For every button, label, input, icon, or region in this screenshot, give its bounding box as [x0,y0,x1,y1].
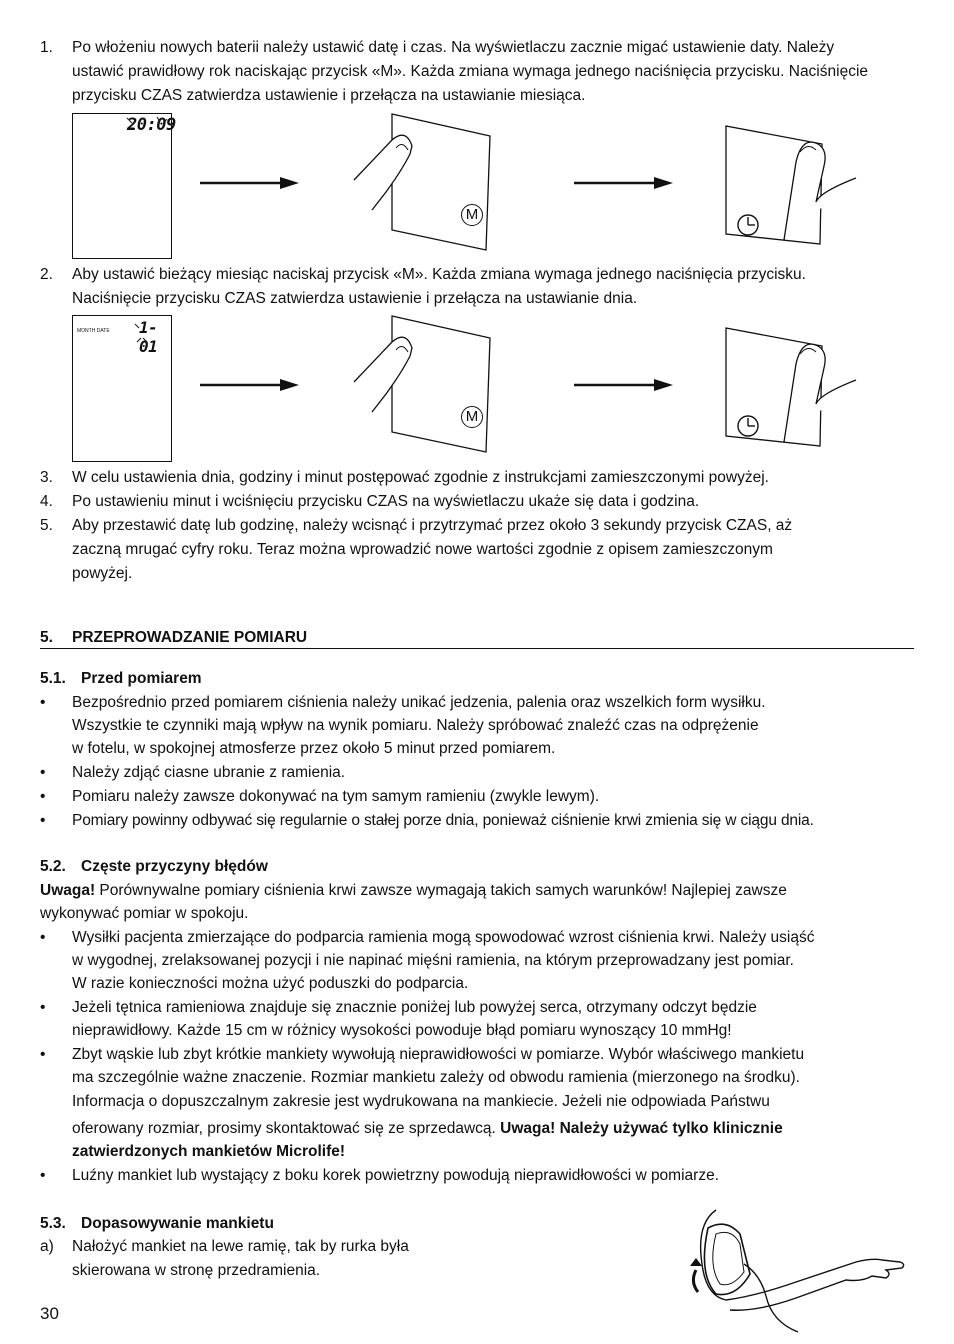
bullet-text-line: Luźny mankiet lub wystający z boku korek powietrzny powodują nieprawidłowości w pomiarze. [72,1167,719,1184]
arrow-right-icon [200,378,300,392]
bullet-icon: • [40,1046,46,1063]
step-3-number: 3. [40,469,53,486]
step-5-text-line: powyżej. [72,565,133,582]
arrow-right-icon [574,378,674,392]
display-month-date-label: MONTH DATE [77,328,110,334]
item-label: a) [40,1238,54,1255]
subsection-number: 5.1. [40,670,66,687]
section-title: PRZEPROWADZANIE POMIARU [72,629,308,646]
step-3-text-line: W celu ustawienia dnia, godziny i minut postępować zgodnie z instrukcjami zamieszczonymi powyżej. [72,469,769,486]
step-1-text-line: przycisku CZAS zatwierdza ustawienie i przełącza na ustawianie miesiąca. [72,87,586,104]
bullet-text-line: Informacja o dopuszczalnym zakresie jest wydrukowana na mankiecie. Jeżeli nie odpowiada Państwu [72,1093,770,1110]
bullet-bold-text-line: zatwierdzonych mankietów Microlife! [72,1143,346,1160]
display-screen [72,315,172,462]
step-4-number: 4. [40,493,53,510]
item-text-line: Nałożyć mankiet na lewe ramię, tak by rurka była [72,1238,409,1255]
bullet-text-line: Pomiary powinny odbywać się regularnie o stałej porze dnia, ponieważ ciśnienie krwi zmienia się w ciągu dnia. [72,812,814,829]
warning-label: Uwaga! [40,882,96,899]
section-divider [40,648,914,649]
step-1-text-line: ustawić prawidłowy rok naciskając przycisk «M». Każda zmiana wymaga jednego naciśnięcia przycisku. Naciśnięcie [72,63,869,80]
bullet-text-line: ma szczególnie ważne znaczenie. Rozmiar mankietu zależy od obwodu ramienia (mierzonego na środku). [72,1069,800,1086]
step-4-text-line: Po ustawieniu minut i wciśnięciu przycisku CZAS na wyświetlaczu ukaże się data i godzina. [72,493,700,510]
m-button-label: M [465,206,479,223]
bullet-text-line: Pomiaru należy zawsze dokonywać na tym samym ramieniu (zwykle lewym). [72,788,600,805]
arrow-right-icon [574,176,674,190]
subsection-title: Częste przyczyny błędów [81,858,268,875]
warning-text-line: wykonywać pomiar w spokoju. [40,905,249,922]
bullet-icon: • [40,812,46,829]
warning-line [40,879,787,903]
bullet-text-line: Jeżeli tętnica ramieniowa znajduje się znacznie poniżej lub powyżej serca, otrzymany odczyt będzie [72,999,757,1016]
section-number: 5. [40,629,53,646]
bullet-text-line: Wysiłki pacjenta zmierzające do podparcia ramienia mogą spowodować wzrost ciśnienia krwi. Należy usiąść [72,929,815,946]
bullet-text-line: Należy zdjąć ciasne ubranie z ramienia. [72,764,346,781]
bullet-text-line: Bezpośrednio przed pomiarem ciśnienia należy unikać jedzenia, palenia oraz wszelkich form wysiłku. [72,694,766,711]
subsection-title: Dopasowywanie mankietu [81,1215,274,1232]
step-5-text-line: zaczną mrugać cyfry roku. Teraz można wprowadzić nowe wartości zgodnie z opisem zamieszczonym [72,541,773,558]
bullet-text-line: w wygodnej, zrelaksowanej pozycji i nie napinać mięśni ramienia, na którym przeprowadzany jest pomiar. [72,952,794,969]
bullet-icon: • [40,694,46,711]
display-value: 20:09 [127,115,176,135]
finger-press-icon [352,110,492,252]
subsection-title: Przed pomiarem [81,670,202,687]
display-screen [72,113,176,259]
step-5-number: 5. [40,517,53,534]
bullet-icon: • [40,788,46,805]
arrow-right-icon [200,176,300,190]
bullet-text-line: Zbyt wąskie lub zbyt krótkie mankiety wywołują nieprawidłowości w pomiarze. Wybór właściwego mankietu [72,1046,805,1063]
bullet-bold-text: Uwaga! Należy używać tylko klinicznie [500,1120,783,1137]
arm-cuff-icon [686,1204,910,1336]
item-text-line: skierowana w stronę przedramienia. [72,1262,321,1279]
bullet-text-line: nieprawidłowy. Każde 15 cm w różnicy wysokości powoduje błąd pomiaru wynoszący 10 mmHg! [72,1022,732,1039]
m-button-label: M [465,408,479,425]
page-number: 30 [40,1304,59,1323]
bullet-icon: • [40,929,46,946]
clock-button-icon[interactable] [736,213,760,237]
bullet-icon: • [40,1167,46,1184]
display-value: 1-01 [139,318,158,356]
warning-text: Porównywalne pomiary ciśnienia krwi zawsze wymagają takich samych warunków! Najlepiej zawsze [95,882,787,899]
subsection-number: 5.2. [40,858,66,875]
bullet-text-line [72,1117,783,1141]
step-2-text-line: Aby ustawić bieżący miesiąc naciskaj przycisk «M». Każda zmiana wymaga jednego naciśnięcia przycisku. [72,266,806,283]
bullet-text-line: W razie konieczności można użyć poduszki do podparcia. [72,975,469,992]
bullet-text: oferowany rozmiar, prosimy skontaktować się ze sprzedawcą. [72,1120,501,1137]
step-2-text-line: Naciśnięcie przycisku CZAS zatwierdza ustawienie i przełącza na ustawianie dnia. [72,290,638,307]
bullet-icon: • [40,999,46,1016]
step-1-number: 1. [40,39,53,56]
subsection-number: 5.3. [40,1215,66,1232]
bullet-text-line: Wszystkie te czynniki mają wpływ na wynik pomiaru. Należy spróbować znaleźć czas na odprężenie [72,717,759,734]
m-button[interactable] [461,406,483,428]
clock-button-icon[interactable] [736,414,760,438]
finger-press-icon [352,312,492,454]
m-button[interactable] [461,204,483,226]
bullet-text-line: w fotelu, w spokojnej atmosferze przez około 5 minut przed pomiarem. [72,740,556,757]
step-5-text-line: Aby przestawić datę lub godzinę, należy wcisnąć i przytrzymać przez około 3 sekundy przycisk CZAS, aż [72,517,793,534]
bullet-icon: • [40,764,46,781]
step-2-number: 2. [40,266,53,283]
step-1-text-line: Po włożeniu nowych baterii należy ustawić datę i czas. Na wyświetlaczu zacznie migać ustawienie daty. Należy [72,39,835,56]
